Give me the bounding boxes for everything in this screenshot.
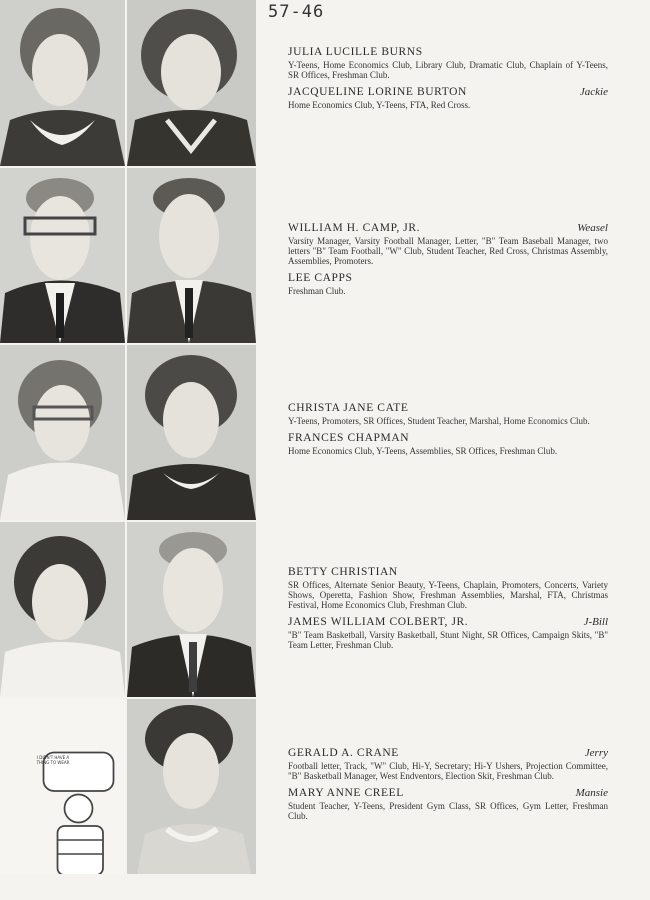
student-entry <box>288 222 608 266</box>
page-number: 57-46 <box>268 2 325 22</box>
portrait-lee-capps <box>127 168 256 343</box>
student-entry <box>288 46 608 80</box>
student-activities: Varsity Manager, Varsity Football Manager, Letter, "B" Team Baseball Manager, two letters "B" Team Football, "W" Club, Student Teacher, Red Cross, Christmas Assembly, Assemblies, Promoters. <box>288 236 608 266</box>
student-name: GERALD A. CRANE <box>288 747 399 759</box>
student-entry <box>288 86 608 110</box>
student-activities: Home Economics Club, Y-Teens, Assemblies, SR Offices, Freshman Club. <box>288 446 558 456</box>
entry-group-3 <box>288 402 608 462</box>
portrait-jacqueline-burton <box>127 0 256 166</box>
student-nickname: Weasel <box>577 222 608 234</box>
portrait-frances-chapman <box>127 345 256 520</box>
student-name: WILLIAM H. CAMP, JR. <box>288 222 421 234</box>
student-entry <box>288 566 608 610</box>
student-activities: "B" Team Basketball, Varsity Basketball, Stunt Night, SR Offices, Campaign Skits, "B" Team Letter, Freshman Club. <box>288 630 608 650</box>
student-activities: Home Economics Club, Y-Teens, FTA, Red Cross. <box>288 100 471 110</box>
right-photo-column <box>127 0 256 900</box>
student-activities: Student Teacher, Y-Teens, President Gym Class, SR Offices, Gym Letter, Freshman Club. <box>288 801 608 821</box>
student-nickname: Jerry <box>584 747 608 759</box>
student-activities: Y-Teens, Home Economics Club, Library Club, Dramatic Club, Chaplain of Y-Teens, SR Offices, Freshman Club. <box>288 60 608 80</box>
entry-group-2 <box>288 222 608 302</box>
student-activities: SR Offices, Alternate Senior Beauty, Y-Teens, Chaplain, Promoters, Concerts, Variety Shows, Operetta, Fashion Show, Freshman Assemblies, Marshal, FTA, Christmas Festival, Home Economics Club, Freshman Club. <box>288 580 608 610</box>
entry-group-4 <box>288 566 608 656</box>
student-activities: Football letter, Track, "W" Club, Hi-Y, Secretary; Hi-Y Ushers, Projection Committee, "B" Basketball Manager, West Endventors, Election Skit, Freshman Club. <box>288 761 608 781</box>
student-name: LEE CAPPS <box>288 272 353 284</box>
portrait-william-camp <box>0 168 125 343</box>
cartoon-figure-icon <box>30 749 125 874</box>
student-entry <box>288 432 608 456</box>
student-entry <box>288 616 608 650</box>
student-name: JACQUELINE LORINE BURTON <box>288 86 467 98</box>
entry-group-1 <box>288 46 608 116</box>
cartoon-panel <box>0 699 125 874</box>
portrait-christa-cate <box>0 345 125 520</box>
student-name: CHRISTA JANE CATE <box>288 402 409 414</box>
portrait-julia-burns <box>0 0 125 166</box>
student-entry <box>288 402 608 426</box>
student-activities: Y-Teens, Promoters, SR Offices, Student Teacher, Marshal, Home Economics Club. <box>288 416 590 426</box>
portrait-betty-christian <box>0 522 125 697</box>
student-activities: Freshman Club. <box>288 286 346 296</box>
student-name: FRANCES CHAPMAN <box>288 432 410 444</box>
student-name: JULIA LUCILLE BURNS <box>288 46 423 58</box>
cartoon-caption: I DIDN'T HAVE A THING TO WEAR <box>36 755 70 765</box>
student-entry <box>288 747 608 781</box>
portrait-mary-creel <box>127 699 256 874</box>
entry-group-5 <box>288 747 608 827</box>
student-entry <box>288 272 608 296</box>
left-photo-column <box>0 0 125 900</box>
student-entry <box>288 787 608 821</box>
student-name: JAMES WILLIAM COLBERT, JR. <box>288 616 469 628</box>
student-nickname: Jackie <box>579 86 608 98</box>
student-name: BETTY CHRISTIAN <box>288 566 398 578</box>
portrait-james-colbert <box>127 522 256 697</box>
student-name: MARY ANNE CREEL <box>288 787 404 799</box>
student-nickname: Mansie <box>575 787 608 799</box>
student-nickname: J-Bill <box>583 616 608 628</box>
